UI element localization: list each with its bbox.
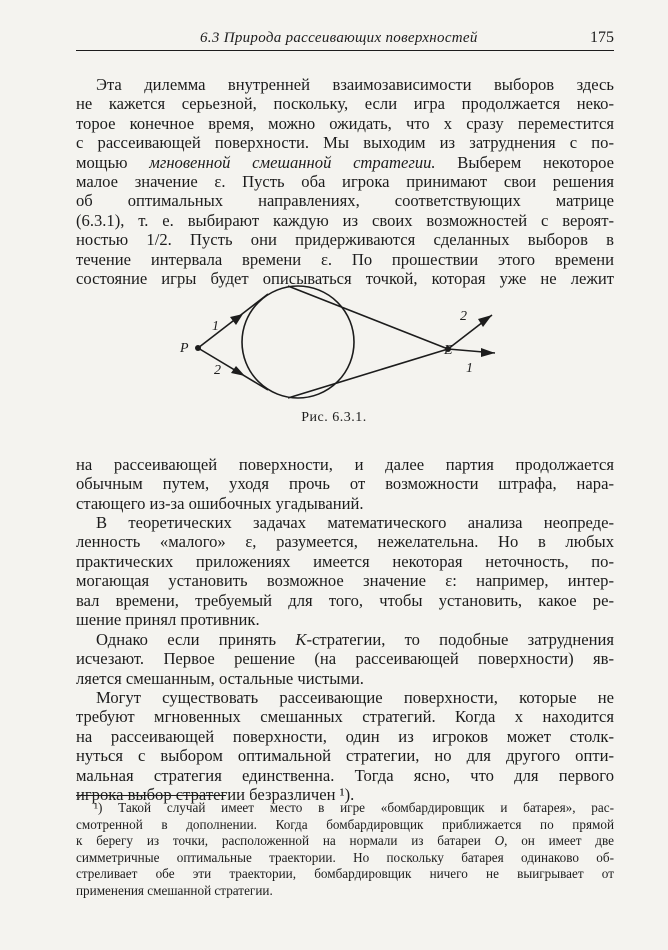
paragraph-1 bbox=[76, 75, 614, 288]
text-line: торое конечное время, можно ожидать, что x сразу переместится bbox=[76, 113, 614, 133]
text-line: исчезают. Первое решение (на рассеивающей поверхности) яв- bbox=[76, 649, 614, 669]
text-line: (6.3.1), т. е. выбирают каждую из своих возможностей с вероят- bbox=[76, 210, 614, 230]
header-rule bbox=[76, 50, 614, 51]
emphasis: O bbox=[494, 833, 505, 849]
label-1-right: 1 bbox=[466, 361, 473, 376]
paragraph-2 bbox=[76, 455, 614, 513]
page-number: 175 bbox=[590, 29, 614, 46]
label-2-right: 2 bbox=[460, 309, 467, 324]
path-2-left bbox=[198, 348, 268, 390]
text-line: течение интервала времени ε. По прошествии этого времени bbox=[76, 249, 614, 269]
running-header bbox=[76, 30, 614, 52]
text-line: вал времени, требуемый для того, чтобы установить, какое ре- bbox=[76, 590, 614, 610]
dispersal-circle bbox=[242, 286, 354, 398]
paragraph-5 bbox=[76, 688, 614, 804]
text-line: мальная стратегия единственна. Тогда ясно, что для первого bbox=[76, 765, 614, 785]
footnote-rule bbox=[76, 795, 226, 796]
section-title: 6.3 Природа рассеивающих поверхностей bbox=[200, 30, 478, 46]
text-line: игрока выбор стратегии безразличен ¹). bbox=[76, 785, 355, 805]
text-line: малое значение ε. Пусть оба игрока принимают свои решения bbox=[76, 172, 614, 192]
arrowhead-2-left bbox=[231, 366, 245, 376]
footnote bbox=[76, 800, 614, 900]
label-2-left: 2 bbox=[214, 363, 221, 378]
text-line: стающего из-за ошибочных угадываний. bbox=[76, 493, 364, 513]
paragraph-3 bbox=[76, 513, 614, 629]
text-line: требуют мгновенных смешанных стратегий. Когда x находится bbox=[76, 707, 614, 727]
footnote-line: применения смешанной стратегии. bbox=[76, 882, 273, 898]
figure-6-3-1 bbox=[170, 282, 510, 400]
text-line: Эта дилемма внутренней взаимозависимости выборов здесь bbox=[96, 75, 614, 94]
emphasis: мгновенной смешанной стратегии. bbox=[149, 152, 436, 172]
text-line: Могут существовать рассеивающие поверхности, которые не bbox=[96, 688, 614, 707]
figure-caption: Рис. 6.3.1. bbox=[301, 410, 367, 425]
text-line: практических приложениях имеется некоторая неточность, по- bbox=[76, 551, 614, 571]
text-line: В теоретических задачах математического анализа неопреде- bbox=[96, 513, 614, 532]
footnote-line: ¹) Такой случай имеет место в игре «бомбардировщик и батарея», рас- bbox=[94, 800, 614, 815]
text-line: на рассеивающей поверхности, один из игроков может столк- bbox=[76, 726, 614, 746]
text-line: ленность «малого» ε, разумеется, нежелательна. Но в любых bbox=[76, 532, 614, 552]
text-line: ляется смешанным, остальные чистыми. bbox=[76, 668, 364, 688]
footnote-line: симметричные оптимальные траектории. Но поскольку батарея одинаково об- bbox=[76, 849, 614, 865]
footnote-line: стреливает обе эти траектории, бомбардировщик ничего не выигрывает от bbox=[76, 866, 614, 882]
label-e: E bbox=[444, 343, 453, 358]
tangent-upper bbox=[288, 286, 448, 349]
text-line: с рассеивающей поверхности. Мы выходим из затруднения с по- bbox=[76, 133, 614, 153]
text-line: состояние игры будет описываться точкой, которая уже не лежит bbox=[76, 269, 614, 289]
arrowhead-1-left bbox=[230, 314, 243, 325]
arrowhead-1-right bbox=[481, 348, 495, 357]
footnote-line: к берегу из точки, расположенной на нормали из батареи O, он имеет две bbox=[76, 833, 614, 849]
text-line: на рассеивающей поверхности, и далее партия продолжается bbox=[76, 455, 614, 474]
emphasis: K bbox=[295, 630, 307, 649]
label-p: P bbox=[180, 341, 189, 356]
text-line: не кажется серьезной, поскольку, если игра продолжается неко- bbox=[76, 94, 614, 114]
text-line: шение принял противник. bbox=[76, 610, 260, 630]
text-line: мощью мгновенной смешанной стратегии. Выберем некоторое bbox=[76, 152, 614, 172]
text-line: могающая установить возможное значение ε: например, интер- bbox=[76, 571, 614, 591]
tangent-lower bbox=[288, 349, 448, 398]
text-line: об оптимальных направлениях, соответствующих матрице bbox=[76, 191, 614, 211]
text-line: обычным путем, уходя прочь от возможности штрафа, нара- bbox=[76, 474, 614, 494]
footnote-line: смотренной в дополнении. Когда бомбардировщик приближается по прямой bbox=[76, 816, 614, 832]
text-line: нуться с выбором оптимальной стратегии, но для другого опти- bbox=[76, 746, 614, 766]
text-line: Однако если принять K-стратегии, то подобные затруднения bbox=[96, 630, 614, 649]
label-1-left: 1 bbox=[212, 319, 219, 334]
point-p bbox=[195, 345, 201, 351]
paragraph-4 bbox=[76, 630, 614, 688]
text-line: ностью 1/2. Пусть они придерживаются сделанных выборов в bbox=[76, 230, 614, 250]
